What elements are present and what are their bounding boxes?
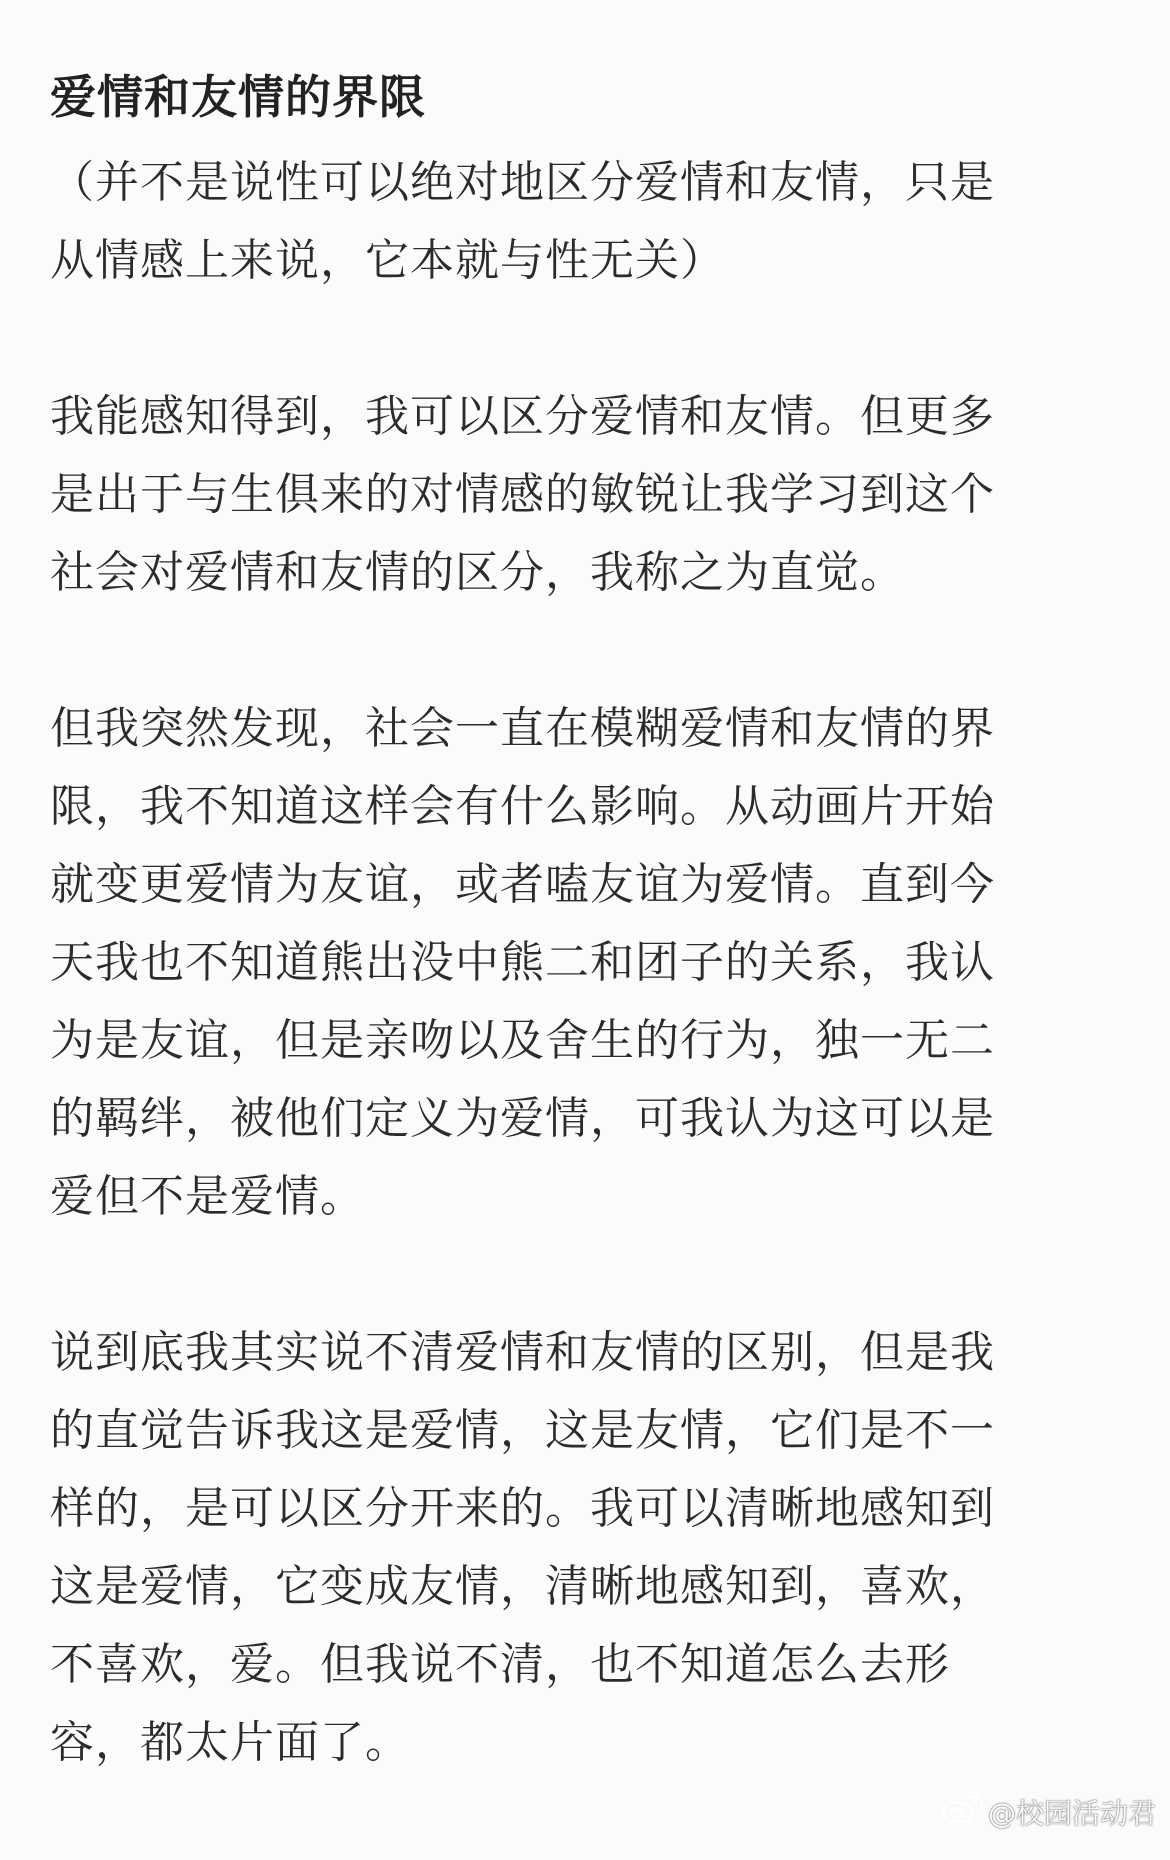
article-paragraph-4: 说到底我其实说不清爱情和友情的区别，但是我 的直觉告诉我这是爱情，这是友情，它们是不一 样的，是可以区分开来的。我可以清晰地感知到 这是爱情，它变成友情，清晰地感知到，喜欢， 不喜欢，爱。但我说不清，也不知道怎么去形 容，都太片面了。: [50, 1327, 995, 1768]
article-paragraph-1: （并不是说性可以绝对地区分爱情和友情，只是 从情感上来说，它本就与性无关）: [50, 157, 995, 286]
article-title: 爱情和友情的界限: [50, 70, 426, 124]
article: [50, 58, 1080, 1860]
article-paragraph-2: 我能感知得到，我可以区分爱情和友情。但更多 是出于与生俱来的对情感的敏锐让我学习到这个 社会对爱情和友情的区分，我称之为直觉。: [50, 391, 995, 598]
weibo-icon: [940, 1791, 982, 1832]
watermark-text: @校园活动君: [987, 1796, 1156, 1830]
watermark: [940, 1791, 1156, 1832]
article-paragraph-3: 但我突然发现，社会一直在模糊爱情和友情的界 限，我不知道这样会有什么影响。从动画片开始 就变更爱情为友谊，或者嗑友谊为爱情。直到今 天我也不知道熊出没中熊二和团子的关系，我认 为是友谊，但是亲吻以及舍生的行为，独一无二 的羁绊，被他们定义为爱情，可我认为这可以是 爱但不是爱情。: [50, 703, 995, 1222]
